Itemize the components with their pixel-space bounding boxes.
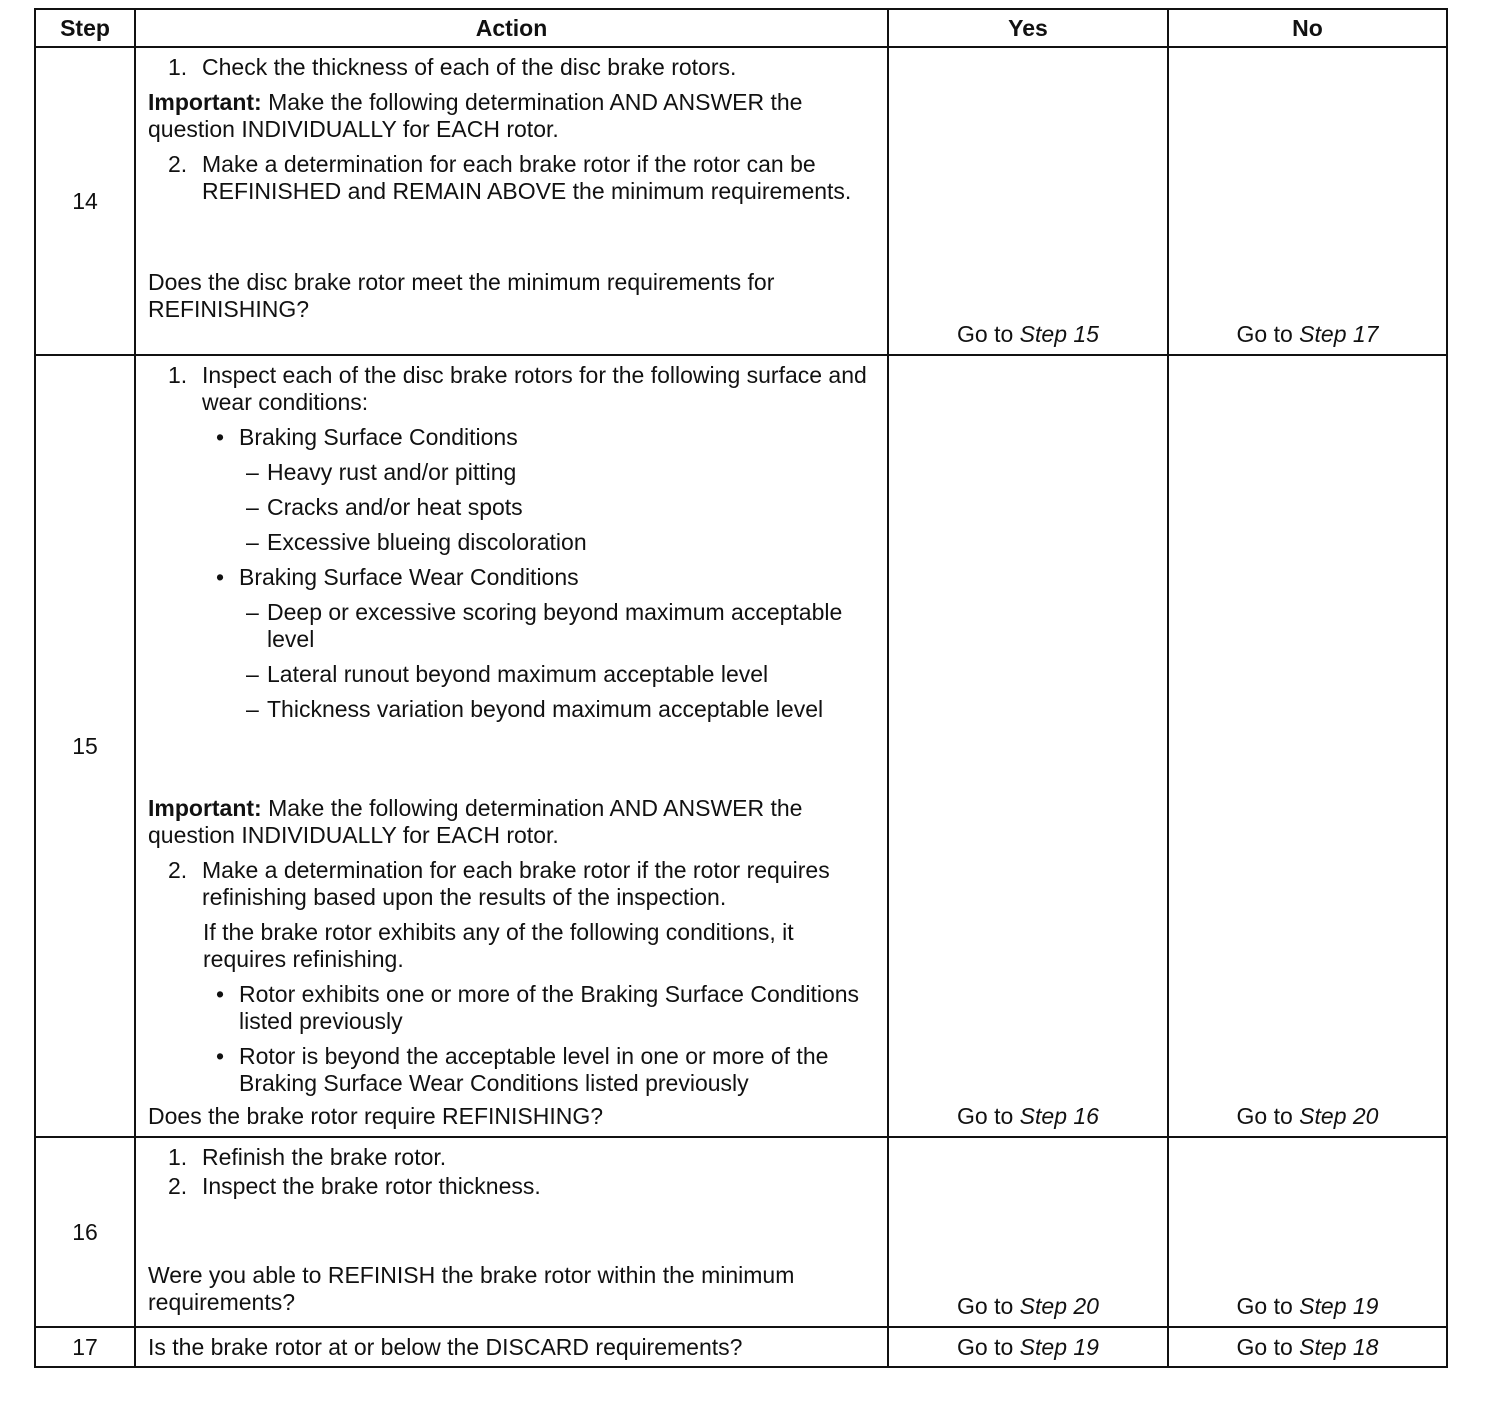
header-row <box>35 9 1447 47</box>
go-to-label: Go to <box>1236 1103 1300 1129</box>
bullet-mark: • <box>216 1043 225 1069</box>
item-number: 2. <box>168 151 188 177</box>
bullet-text: Braking Surface Wear Conditions <box>239 564 579 590</box>
go-to-label: Go to <box>1236 1333 1300 1360</box>
item-number: 1. <box>168 54 188 80</box>
important-note <box>148 89 877 143</box>
important-text: Make the following determination AND ANSWER the question INDIVIDUALLY for EACH rotor. <box>148 795 803 848</box>
dash-item <box>246 494 877 521</box>
table-row-step-15 <box>35 355 1447 1137</box>
dash-mark: – <box>246 599 259 625</box>
important-note <box>148 795 877 849</box>
dash-text: Lateral runout beyond maximum acceptable level <box>267 661 769 687</box>
important-label: Important: <box>148 795 262 821</box>
dash-mark: – <box>246 529 259 555</box>
action-cell <box>135 1137 888 1327</box>
step-link: Step 17 <box>1299 321 1379 347</box>
numbered-item <box>168 857 877 911</box>
numbered-item <box>168 1144 877 1171</box>
no-cell <box>1168 1327 1447 1367</box>
header-yes: Yes <box>888 9 1168 47</box>
yes-cell <box>888 355 1168 1137</box>
go-to-label: Go to <box>1236 321 1300 347</box>
item-number: 1. <box>168 1144 188 1170</box>
no-cell <box>1168 1137 1447 1327</box>
question: Does the brake rotor require REFINISHING? <box>148 1103 604 1129</box>
important-label: Important: <box>148 89 262 115</box>
important-text: Make the following determination AND ANSWER the question INDIVIDUALLY for EACH rotor. <box>148 89 803 142</box>
bullet-mark: • <box>216 424 225 450</box>
item-number: 2. <box>168 857 188 883</box>
item-text: Inspect the brake rotor thickness. <box>202 1173 541 1199</box>
table-row-step-17 <box>35 1327 1447 1367</box>
numbered-item <box>168 54 877 81</box>
bullet-item <box>216 1043 877 1097</box>
go-to-label: Go to <box>957 1293 1020 1319</box>
table-row-step-16 <box>35 1137 1447 1327</box>
yes-cell <box>888 1327 1168 1367</box>
step-link: Step 20 <box>1299 1103 1379 1129</box>
step-link: Step 19 <box>1299 1293 1379 1319</box>
numbered-item <box>168 362 877 416</box>
yes-cell <box>888 47 1168 355</box>
no-cell <box>1168 47 1447 355</box>
item-note: If the brake rotor exhibits any of the following conditions, it requires refinishing. <box>203 919 794 972</box>
dash-item <box>246 529 877 556</box>
dash-text: Heavy rust and/or pitting <box>267 459 517 485</box>
step-number: 15 <box>35 355 135 1137</box>
step-link: Step 18 <box>1299 1333 1379 1360</box>
dash-text: Thickness variation beyond maximum acceptable level <box>267 696 824 722</box>
header-no: No <box>1168 9 1447 47</box>
bullet-text: Rotor exhibits one or more of the Braking Surface Conditions listed previously <box>239 981 860 1034</box>
question: Is the brake rotor at or below the DISCARD requirements? <box>148 1333 743 1360</box>
bullet-item <box>216 981 877 1035</box>
dash-mark: – <box>246 459 259 485</box>
step-number: 17 <box>35 1327 135 1367</box>
go-to-label: Go to <box>957 321 1020 347</box>
step-link: Step 20 <box>1019 1293 1099 1319</box>
bullet-item <box>216 564 877 591</box>
item-text: Inspect each of the disc brake rotors for the following surface and wear conditions: <box>202 362 867 415</box>
dash-mark: – <box>246 661 259 687</box>
bullet-text: Rotor is beyond the acceptable level in one or more of the Braking Surface Wear Conditions listed previously <box>239 1043 829 1096</box>
diagnostic-table <box>34 8 1448 1368</box>
action-cell <box>135 355 888 1137</box>
go-to-label: Go to <box>1236 1293 1300 1319</box>
bullet-mark: • <box>216 564 225 590</box>
item-text: Make a determination for each brake rotor if the rotor can be REFINISHED and REMAIN ABOVE the minimum requirements. <box>202 151 852 204</box>
question: Does the disc brake rotor meet the minimum requirements for REFINISHING? <box>148 269 775 322</box>
item-text: Refinish the brake rotor. <box>202 1144 447 1170</box>
header-step: Step <box>35 9 135 47</box>
bullet-text: Braking Surface Conditions <box>239 424 518 450</box>
question: Were you able to REFINISH the brake rotor within the minimum requirements? <box>148 1262 795 1315</box>
dash-text: Excessive blueing discoloration <box>267 529 587 555</box>
step-link: Step 19 <box>1019 1333 1099 1360</box>
dash-mark: – <box>246 494 259 520</box>
dash-text: Cracks and/or heat spots <box>267 494 523 520</box>
go-to-label: Go to <box>957 1333 1020 1360</box>
dash-text: Deep or excessive scoring beyond maximum acceptable level <box>267 599 843 652</box>
header-action: Action <box>135 9 888 47</box>
dash-item <box>246 696 877 723</box>
dash-mark: – <box>246 696 259 722</box>
action-cell <box>135 47 888 355</box>
dash-item <box>246 661 877 688</box>
item-text: Check the thickness of each of the disc brake rotors. <box>202 54 737 80</box>
numbered-item <box>168 1173 877 1200</box>
bullet-item <box>216 424 877 451</box>
bullet-mark: • <box>216 981 225 1007</box>
step-link: Step 15 <box>1019 321 1099 347</box>
item-number: 2. <box>168 1173 188 1199</box>
dash-item <box>246 599 877 653</box>
action-cell <box>135 1327 888 1367</box>
step-link: Step 16 <box>1019 1103 1099 1129</box>
step-number: 16 <box>35 1137 135 1327</box>
step-number: 14 <box>35 47 135 355</box>
item-number: 1. <box>168 362 188 388</box>
table-row-step-14 <box>35 47 1447 355</box>
dash-item <box>246 459 877 486</box>
item-text: Make a determination for each brake rotor if the rotor requires refinishing based upon the results of the inspection. <box>202 857 830 910</box>
numbered-item <box>168 151 877 205</box>
no-cell <box>1168 355 1447 1137</box>
go-to-label: Go to <box>957 1103 1020 1129</box>
yes-cell <box>888 1137 1168 1327</box>
